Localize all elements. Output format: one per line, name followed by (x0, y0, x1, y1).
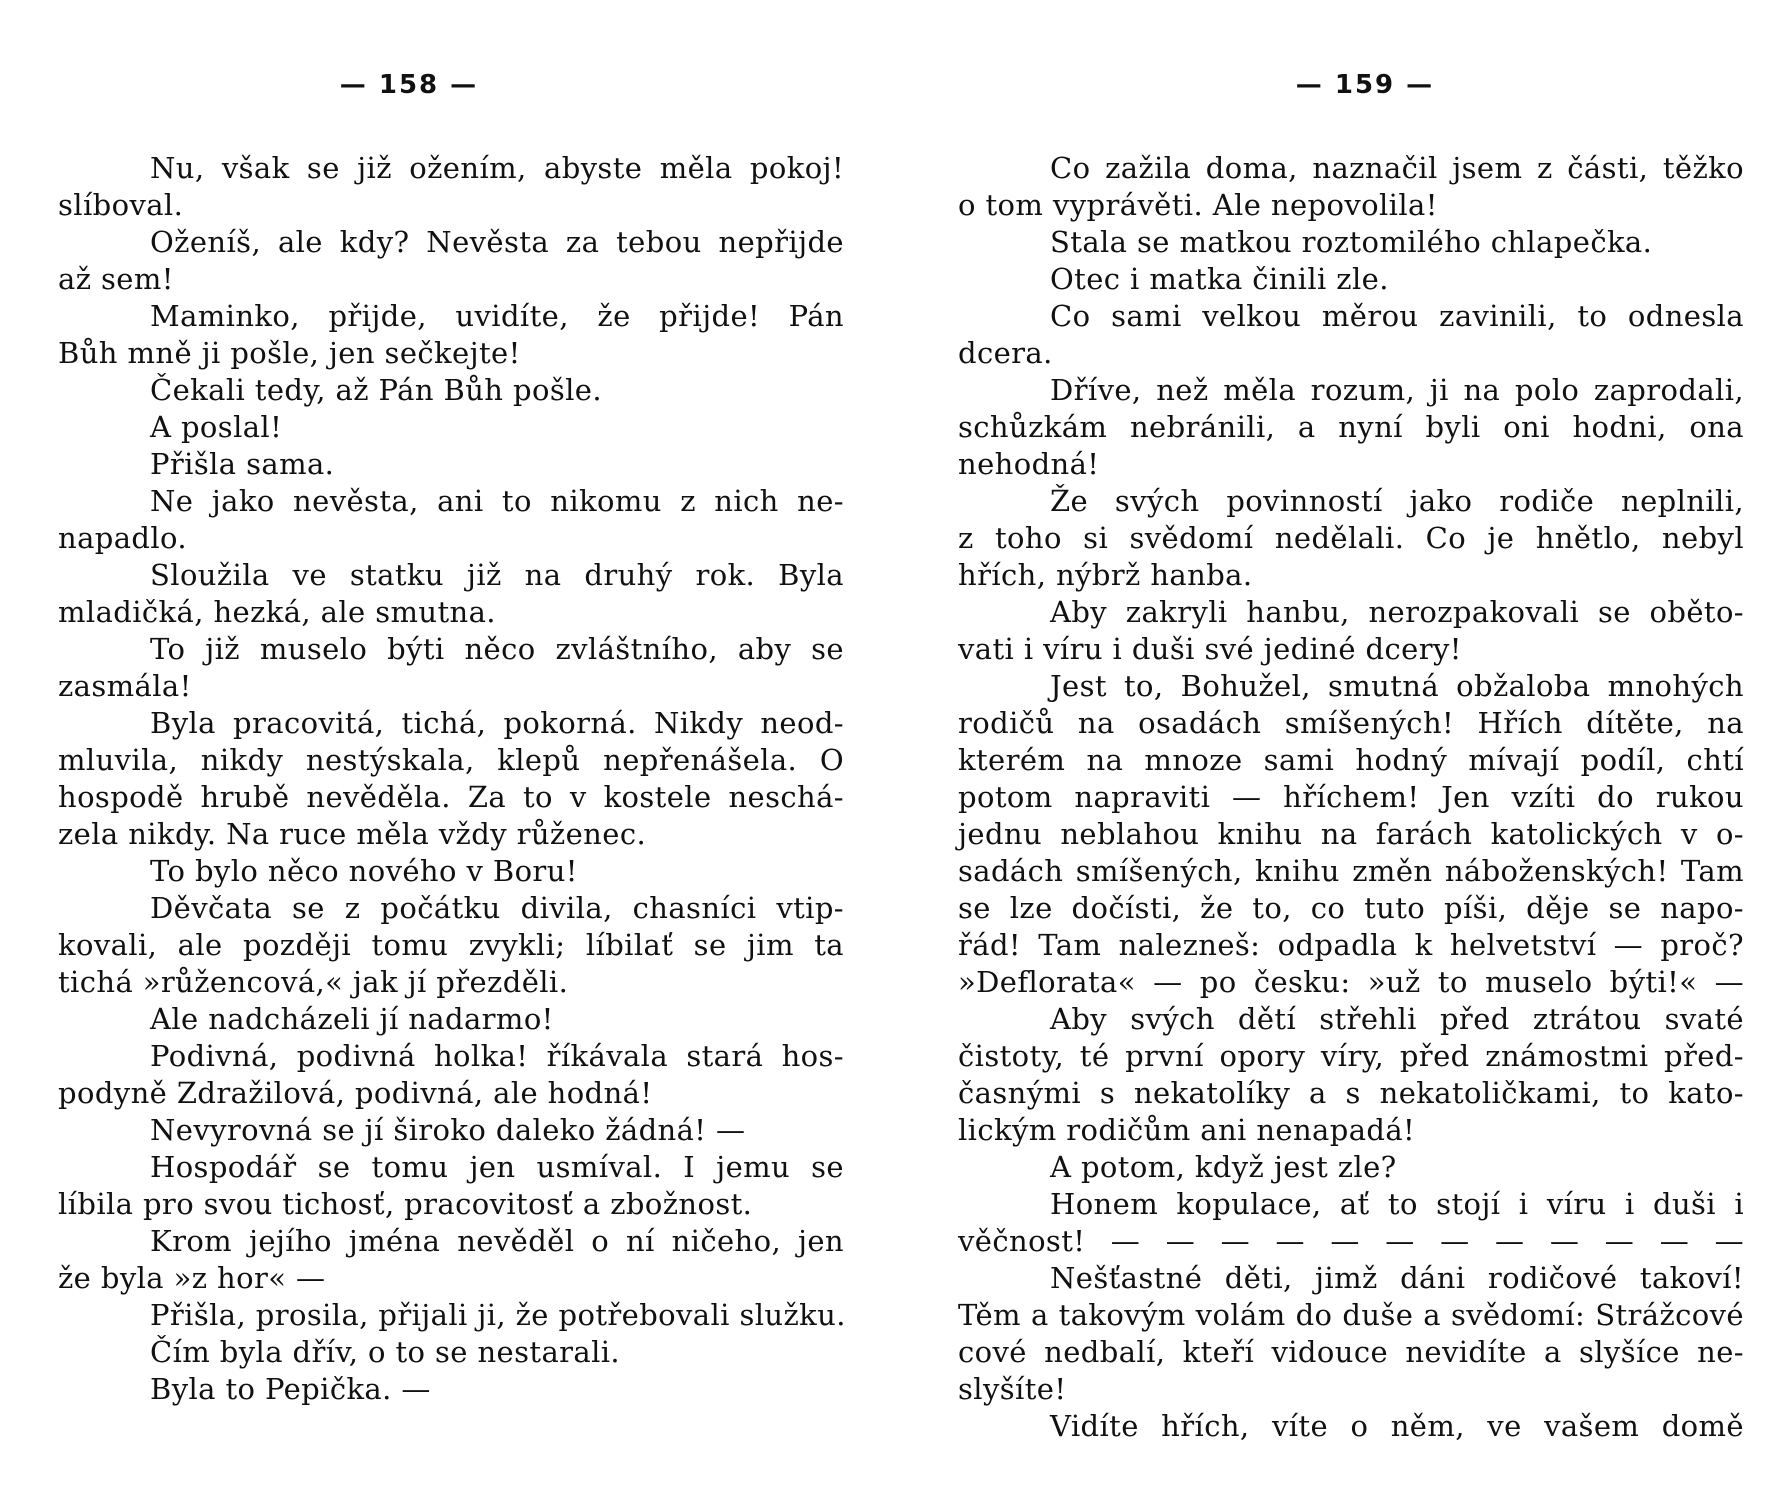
text-line: Nevyrovná se jí široko daleko žádná! — (150, 1113, 746, 1147)
text-line: hřích, nýbrž hanba. (958, 558, 1253, 592)
text-line: Děvčata se z počátku divila, chasníci vtip- (150, 891, 844, 925)
text-line: schůzkám nebránili, a nyní byli oni hodni, ona (958, 410, 1744, 444)
text-line: rodičů na osadách smíšených! Hřích dítěte, na (958, 706, 1744, 740)
text-line: Že svých povinností jako rodiče neplnili, (1050, 484, 1744, 518)
text-line: podyně Zdražilová, podivná, ale hodná! (58, 1076, 653, 1110)
text-line: Co zažila doma, naznačil jsem z části, těžko (1050, 151, 1744, 185)
text-line: Oženíš, ale kdy? Nevěsta za tebou nepřijde (150, 225, 844, 259)
text-line: Byla to Pepička. — (150, 1372, 431, 1406)
text-line: Podivná, podivná holka! říkávala stará hos- (150, 1039, 844, 1073)
text-line: Přišla sama. (150, 447, 335, 481)
text-line: až sem! (58, 262, 174, 296)
text-line: cové nedbalí, kteří vidouce nevidíte a slyšíce ne- (958, 1335, 1744, 1369)
text-line: se lze dočísti, že to, co tuto píši, děje se napo- (958, 891, 1744, 925)
text-line: slíboval. (58, 188, 184, 222)
text-line: hospodě hrubě nevěděla. Za to v kostele neschá- (58, 780, 844, 814)
text-line: lickým rodičům ani nenapadá! (958, 1113, 1416, 1147)
text-line: Těm a takovým volám do duše a svědomí: Strážcové (958, 1298, 1744, 1332)
text-line: Čím byla dřív, o to se nestarali. (150, 1335, 621, 1369)
page-right (958, 0, 1744, 1500)
text-line: potom napraviti — hříchem! Jen vzíti do rukou (958, 780, 1744, 814)
text-line: Ne jako nevěsta, ani to nikomu z nich ne- (150, 484, 844, 518)
text-line: Nešťastné děti, jimž dáni rodičové takoví! (1050, 1261, 1744, 1295)
text-line: kterém na mnoze sami hodný mívají podíl, chtí (958, 743, 1744, 777)
text-line: To bylo něco nového v Boru! (150, 854, 578, 888)
text-line: zela nikdy. Na ruce měla vždy růženec. (58, 817, 647, 851)
text-line: sadách smíšených, knihu změn náboženských! Tam (958, 854, 1744, 888)
text-line: A poslal! (150, 410, 283, 444)
text-line: Dříve, než měla rozum, ji na polo zaprodali, (1050, 373, 1744, 407)
text-line: časnými s nekatolíky a s nekatoličkami, to kato- (958, 1076, 1744, 1110)
text-line: mluvila, nikdy nestýskala, klepů nepřenášela. O (58, 743, 844, 777)
text-line: Maminko, přijde, uvidíte, že přijde! Pán (150, 299, 844, 333)
text-line: Přišla, prosila, přijali ji, že potřebovali služku. (150, 1298, 846, 1332)
page-number: — 158 — (339, 70, 479, 100)
text-line: vati i víru i duši své jediné dcery! (958, 632, 1462, 666)
text-line: »Deflorata« — po česku: »už to muselo býti!« — (958, 965, 1744, 999)
text-line: Jest to, Bohužel, smutná obžaloba mnohých (1050, 669, 1744, 703)
text-line: A potom, když jest zle? (1050, 1150, 1397, 1184)
text-line: o tom vyprávěti. Ale nepovolila! (958, 188, 1438, 222)
text-line: Otec i matka činili zle. (1050, 262, 1389, 296)
page-number: — 159 — (1295, 70, 1435, 100)
text-line: Vidíte hřích, víte o něm, ve vašem domě (1050, 1409, 1744, 1443)
text-line: napadlo. (58, 521, 188, 555)
text-line: Byla pracovitá, tichá, pokorná. Nikdy neod- (150, 706, 844, 740)
text-line: že byla »z hor« — (58, 1261, 326, 1295)
text-line: Aby svých dětí střehli před ztrátou svaté (1050, 1002, 1744, 1036)
text-line: Honem kopulace, ať to stojí i víru i duši i (1050, 1187, 1744, 1221)
text-line: Ale nadcházeli jí nadarmo! (150, 1002, 554, 1036)
text-line: z toho si svědomí nedělali. Co je hnětlo, nebyl (958, 521, 1744, 555)
text-line: zasmála! (58, 669, 192, 703)
text-line: tichá »růžencová,« jak jí přezděli. (58, 965, 569, 999)
text-line: Hospodář se tomu jen usmíval. I jemu se (150, 1150, 844, 1184)
text-line: Stala se matkou roztomilého chlapečka. (1050, 225, 1653, 259)
text-line: řád! Tam nalezneš: odpadla k helvetství — proč? (958, 928, 1744, 962)
text-line: jednu neblahou knihu na farách katolických v o- (958, 817, 1744, 851)
text-line: Sloužila ve statku již na druhý rok. Byla (150, 558, 844, 592)
text-line: Bůh mně ji pošle, jen sečkejte! (58, 336, 521, 370)
text-line: nehodná! (958, 447, 1100, 481)
text-line: Krom jejího jména nevěděl o ní ničeho, jen (150, 1224, 844, 1258)
text-line: Nu, však se již ožením, abyste měla pokoj! (150, 151, 844, 185)
text-line: mladičká, hezká, ale smutna. (58, 595, 496, 629)
text-line: líbila pro svou tichosť, pracovitosť a zbožnost. (58, 1187, 753, 1221)
page-left (58, 0, 844, 1500)
text-line: věčnost! — — — — — — — — — — — — (958, 1224, 1744, 1258)
text-line: kovali, ale později tomu zvykli; líbilať se jim ta (58, 928, 844, 962)
text-line: dcera. (958, 336, 1053, 370)
page-text (958, 150, 1744, 1445)
text-line: slyšíte! (958, 1372, 1067, 1406)
text-line: čistoty, té první opory víry, před známostmi před- (958, 1039, 1744, 1073)
text-line: Čekali tedy, až Pán Bůh pošle. (150, 373, 602, 407)
text-line: Co sami velkou měrou zavinili, to odnesla (1050, 299, 1744, 333)
page-text (58, 150, 844, 1408)
text-line: Aby zakryli hanbu, nerozpakovali se oběto- (1050, 595, 1744, 629)
text-line: To již muselo býti něco zvláštního, aby se (150, 632, 844, 666)
